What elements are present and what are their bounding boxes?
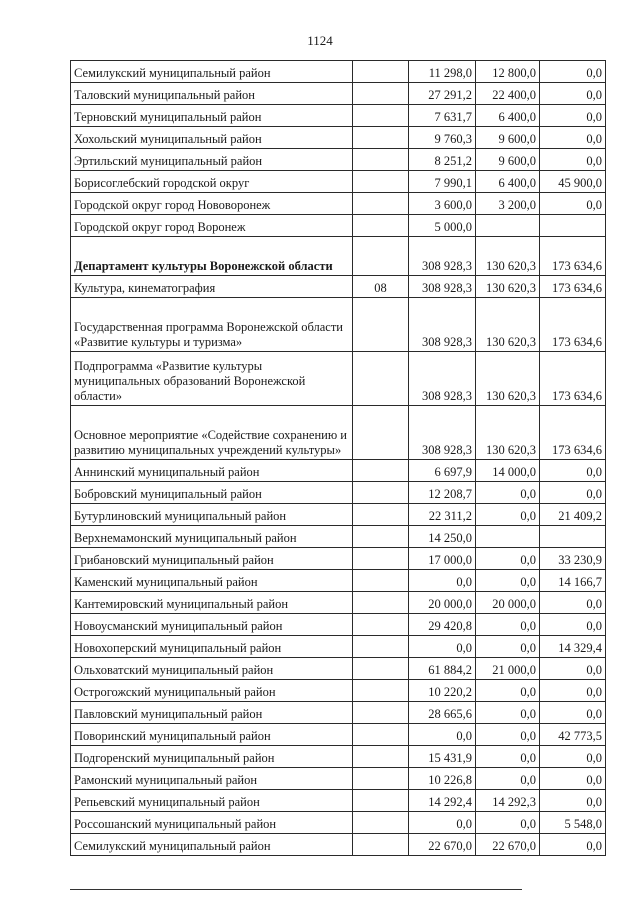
row-code-cell bbox=[353, 105, 409, 127]
row-value-2020-cell: 21 000,0 bbox=[476, 658, 540, 680]
row-code-cell bbox=[353, 746, 409, 768]
table-row bbox=[71, 834, 606, 856]
row-name-cell: Рамонский муниципальный район bbox=[71, 768, 353, 790]
row-value-2020-cell: 0,0 bbox=[476, 768, 540, 790]
row-value-2019-cell: 61 884,2 bbox=[409, 658, 476, 680]
row-value-2019-cell: 0,0 bbox=[409, 812, 476, 834]
row-name-cell: Борисоглебский городской округ bbox=[71, 171, 353, 193]
row-value-2019-cell: 12 208,7 bbox=[409, 482, 476, 504]
row-value-2021-cell: 173 634,6 bbox=[540, 298, 606, 352]
row-code-cell bbox=[353, 215, 409, 237]
row-value-2021-cell: 14 329,4 bbox=[540, 636, 606, 658]
row-value-2021-cell: 45 900,0 bbox=[540, 171, 606, 193]
row-code-cell bbox=[353, 768, 409, 790]
table-row bbox=[71, 352, 606, 406]
row-value-2020-cell: 0,0 bbox=[476, 570, 540, 592]
row-value-2020-cell: 22 400,0 bbox=[476, 83, 540, 105]
row-value-2021-cell: 0,0 bbox=[540, 592, 606, 614]
row-value-2021-cell: 33 230,9 bbox=[540, 548, 606, 570]
page-number: 1124 bbox=[307, 33, 333, 48]
row-code-cell bbox=[353, 171, 409, 193]
row-value-2020-cell: 9 600,0 bbox=[476, 127, 540, 149]
row-value-2019-cell: 3 600,0 bbox=[409, 193, 476, 215]
row-value-2021-cell: 0,0 bbox=[540, 61, 606, 83]
row-code-cell bbox=[353, 83, 409, 105]
budget-table bbox=[70, 60, 606, 856]
table-row bbox=[71, 237, 606, 276]
row-value-2020-cell: 130 620,3 bbox=[476, 298, 540, 352]
table-row bbox=[71, 526, 606, 548]
row-value-2019-cell: 308 928,3 bbox=[409, 276, 476, 298]
row-value-2019-cell: 27 291,2 bbox=[409, 83, 476, 105]
row-name-cell: Культура, кинематография bbox=[71, 276, 353, 298]
row-value-2019-cell: 308 928,3 bbox=[409, 237, 476, 276]
row-value-2020-cell: 130 620,3 bbox=[476, 237, 540, 276]
table-row bbox=[71, 746, 606, 768]
row-code-cell bbox=[353, 406, 409, 460]
row-value-2020-cell: 0,0 bbox=[476, 614, 540, 636]
row-value-2020-cell: 0,0 bbox=[476, 548, 540, 570]
row-value-2019-cell: 6 697,9 bbox=[409, 460, 476, 482]
row-code-cell bbox=[353, 790, 409, 812]
table-row bbox=[71, 614, 606, 636]
row-value-2021-cell: 0,0 bbox=[540, 193, 606, 215]
row-name-cell: Ольховатский муниципальный район bbox=[71, 658, 353, 680]
row-code-cell bbox=[353, 614, 409, 636]
row-name-cell: Кантемировский муниципальный район bbox=[71, 592, 353, 614]
row-value-2020-cell: 130 620,3 bbox=[476, 276, 540, 298]
row-name-cell: Подгоренский муниципальный район bbox=[71, 746, 353, 768]
row-code-cell bbox=[353, 570, 409, 592]
row-value-2019-cell: 8 251,2 bbox=[409, 149, 476, 171]
row-value-2019-cell: 22 311,2 bbox=[409, 504, 476, 526]
row-value-2020-cell: 0,0 bbox=[476, 636, 540, 658]
row-value-2021-cell bbox=[540, 215, 606, 237]
row-value-2021-cell: 173 634,6 bbox=[540, 276, 606, 298]
row-name-cell: Подпрограмма «Развитие культуры муниципальных образований Воронежской области» bbox=[71, 352, 353, 406]
row-value-2020-cell: 0,0 bbox=[476, 724, 540, 746]
row-value-2019-cell: 7 990,1 bbox=[409, 171, 476, 193]
row-value-2021-cell: 21 409,2 bbox=[540, 504, 606, 526]
row-code-cell bbox=[353, 352, 409, 406]
row-code-cell bbox=[353, 149, 409, 171]
row-name-cell: Бобровский муниципальный район bbox=[71, 482, 353, 504]
row-name-cell: Семилукский муниципальный район bbox=[71, 61, 353, 83]
table-row bbox=[71, 768, 606, 790]
row-value-2019-cell: 0,0 bbox=[409, 636, 476, 658]
budget-table-body bbox=[71, 61, 606, 856]
row-value-2020-cell: 9 600,0 bbox=[476, 149, 540, 171]
row-code-cell bbox=[353, 724, 409, 746]
table-row bbox=[71, 127, 606, 149]
row-name-cell: Грибановский муниципальный район bbox=[71, 548, 353, 570]
row-value-2020-cell: 12 800,0 bbox=[476, 61, 540, 83]
table-row bbox=[71, 592, 606, 614]
row-code-cell bbox=[353, 61, 409, 83]
row-code-cell bbox=[353, 548, 409, 570]
row-name-cell: Городской округ город Воронеж bbox=[71, 215, 353, 237]
row-value-2019-cell: 0,0 bbox=[409, 724, 476, 746]
row-value-2019-cell: 14 292,4 bbox=[409, 790, 476, 812]
row-code-cell bbox=[353, 636, 409, 658]
row-name-cell: Новохоперский муниципальный район bbox=[71, 636, 353, 658]
row-value-2020-cell: 6 400,0 bbox=[476, 105, 540, 127]
row-value-2019-cell: 9 760,3 bbox=[409, 127, 476, 149]
row-name-cell: Репьевский муниципальный район bbox=[71, 790, 353, 812]
table-row bbox=[71, 636, 606, 658]
row-value-2021-cell: 0,0 bbox=[540, 768, 606, 790]
row-value-2019-cell: 308 928,3 bbox=[409, 406, 476, 460]
row-code-cell bbox=[353, 237, 409, 276]
row-code-cell bbox=[353, 592, 409, 614]
row-code-cell bbox=[353, 812, 409, 834]
table-row bbox=[71, 724, 606, 746]
row-name-cell: Эртильский муниципальный район bbox=[71, 149, 353, 171]
row-name-cell: Каменский муниципальный район bbox=[71, 570, 353, 592]
row-code-cell bbox=[353, 680, 409, 702]
row-code-cell bbox=[353, 193, 409, 215]
row-value-2019-cell: 10 226,8 bbox=[409, 768, 476, 790]
row-name-cell: Аннинский муниципальный район bbox=[71, 460, 353, 482]
row-value-2021-cell bbox=[540, 526, 606, 548]
row-name-cell: Основное мероприятие «Содействие сохранению и развитию муниципальных учреждений культуры» bbox=[71, 406, 353, 460]
row-code-cell bbox=[353, 298, 409, 352]
row-value-2019-cell: 29 420,8 bbox=[409, 614, 476, 636]
table-row bbox=[71, 790, 606, 812]
table-row bbox=[71, 83, 606, 105]
table-row bbox=[71, 680, 606, 702]
row-value-2019-cell: 5 000,0 bbox=[409, 215, 476, 237]
row-value-2019-cell: 0,0 bbox=[409, 570, 476, 592]
row-name-cell: Острогожский муниципальный район bbox=[71, 680, 353, 702]
row-value-2020-cell: 6 400,0 bbox=[476, 171, 540, 193]
footer-divider bbox=[70, 889, 522, 890]
row-value-2019-cell: 14 250,0 bbox=[409, 526, 476, 548]
row-value-2021-cell: 5 548,0 bbox=[540, 812, 606, 834]
table-row bbox=[71, 460, 606, 482]
row-value-2019-cell: 20 000,0 bbox=[409, 592, 476, 614]
row-value-2021-cell: 0,0 bbox=[540, 614, 606, 636]
row-value-2019-cell: 308 928,3 bbox=[409, 352, 476, 406]
row-name-cell: Городской округ город Нововоронеж bbox=[71, 193, 353, 215]
table-row bbox=[71, 504, 606, 526]
table-row bbox=[71, 548, 606, 570]
row-value-2020-cell: 0,0 bbox=[476, 482, 540, 504]
row-value-2021-cell: 0,0 bbox=[540, 680, 606, 702]
row-code-cell bbox=[353, 504, 409, 526]
row-code-cell bbox=[353, 702, 409, 724]
table-row bbox=[71, 406, 606, 460]
row-value-2020-cell: 3 200,0 bbox=[476, 193, 540, 215]
row-value-2021-cell: 0,0 bbox=[540, 105, 606, 127]
row-value-2021-cell: 0,0 bbox=[540, 790, 606, 812]
row-value-2020-cell: 0,0 bbox=[476, 746, 540, 768]
row-name-cell: Таловский муниципальный район bbox=[71, 83, 353, 105]
row-value-2020-cell bbox=[476, 215, 540, 237]
row-code-cell: 08 bbox=[353, 276, 409, 298]
row-name-cell: Терновский муниципальный район bbox=[71, 105, 353, 127]
row-name-cell: Департамент культуры Воронежской области bbox=[71, 237, 353, 276]
table-row bbox=[71, 105, 606, 127]
row-value-2020-cell: 22 670,0 bbox=[476, 834, 540, 856]
row-value-2020-cell: 14 292,3 bbox=[476, 790, 540, 812]
row-value-2021-cell: 0,0 bbox=[540, 482, 606, 504]
row-value-2020-cell: 14 000,0 bbox=[476, 460, 540, 482]
row-value-2019-cell: 15 431,9 bbox=[409, 746, 476, 768]
row-value-2019-cell: 17 000,0 bbox=[409, 548, 476, 570]
table-row bbox=[71, 570, 606, 592]
row-value-2021-cell: 173 634,6 bbox=[540, 406, 606, 460]
table-row bbox=[71, 149, 606, 171]
row-value-2020-cell: 0,0 bbox=[476, 680, 540, 702]
row-code-cell bbox=[353, 482, 409, 504]
row-value-2021-cell: 0,0 bbox=[540, 127, 606, 149]
table-row bbox=[71, 482, 606, 504]
row-code-cell bbox=[353, 460, 409, 482]
row-name-cell: Россошанский муниципальный район bbox=[71, 812, 353, 834]
row-value-2021-cell: 14 166,7 bbox=[540, 570, 606, 592]
row-value-2019-cell: 10 220,2 bbox=[409, 680, 476, 702]
table-row bbox=[71, 61, 606, 83]
row-value-2020-cell: 20 000,0 bbox=[476, 592, 540, 614]
row-name-cell: Поворинский муниципальный район bbox=[71, 724, 353, 746]
row-name-cell: Хохольский муниципальный район bbox=[71, 127, 353, 149]
table-row bbox=[71, 171, 606, 193]
row-value-2021-cell: 173 634,6 bbox=[540, 352, 606, 406]
row-value-2019-cell: 28 665,6 bbox=[409, 702, 476, 724]
row-value-2021-cell: 0,0 bbox=[540, 658, 606, 680]
row-value-2020-cell: 0,0 bbox=[476, 504, 540, 526]
row-value-2020-cell: 130 620,3 bbox=[476, 352, 540, 406]
row-name-cell: Бутурлиновский муниципальный район bbox=[71, 504, 353, 526]
row-code-cell bbox=[353, 658, 409, 680]
row-value-2021-cell: 0,0 bbox=[540, 746, 606, 768]
row-value-2020-cell bbox=[476, 526, 540, 548]
row-name-cell: Павловский муниципальный район bbox=[71, 702, 353, 724]
table-row bbox=[71, 276, 606, 298]
table-row bbox=[71, 215, 606, 237]
row-value-2021-cell: 0,0 bbox=[540, 83, 606, 105]
row-value-2020-cell: 130 620,3 bbox=[476, 406, 540, 460]
row-name-cell: Верхнемамонский муниципальный район bbox=[71, 526, 353, 548]
row-value-2019-cell: 22 670,0 bbox=[409, 834, 476, 856]
table-row bbox=[71, 658, 606, 680]
table-row bbox=[71, 193, 606, 215]
row-name-cell: Новоусманский муниципальный район bbox=[71, 614, 353, 636]
table-row bbox=[71, 812, 606, 834]
row-value-2021-cell: 0,0 bbox=[540, 460, 606, 482]
row-code-cell bbox=[353, 834, 409, 856]
row-value-2021-cell: 0,0 bbox=[540, 149, 606, 171]
table-row bbox=[71, 298, 606, 352]
row-value-2020-cell: 0,0 bbox=[476, 812, 540, 834]
row-value-2020-cell: 0,0 bbox=[476, 702, 540, 724]
row-value-2021-cell: 173 634,6 bbox=[540, 237, 606, 276]
row-value-2019-cell: 308 928,3 bbox=[409, 298, 476, 352]
row-name-cell: Государственная программа Воронежской области «Развитие культуры и туризма» bbox=[71, 298, 353, 352]
row-name-cell: Семилукский муниципальный район bbox=[71, 834, 353, 856]
row-value-2019-cell: 11 298,0 bbox=[409, 61, 476, 83]
row-code-cell bbox=[353, 127, 409, 149]
row-value-2021-cell: 0,0 bbox=[540, 702, 606, 724]
row-value-2021-cell: 0,0 bbox=[540, 834, 606, 856]
row-value-2019-cell: 7 631,7 bbox=[409, 105, 476, 127]
table-row bbox=[71, 702, 606, 724]
row-value-2021-cell: 42 773,5 bbox=[540, 724, 606, 746]
row-code-cell bbox=[353, 526, 409, 548]
